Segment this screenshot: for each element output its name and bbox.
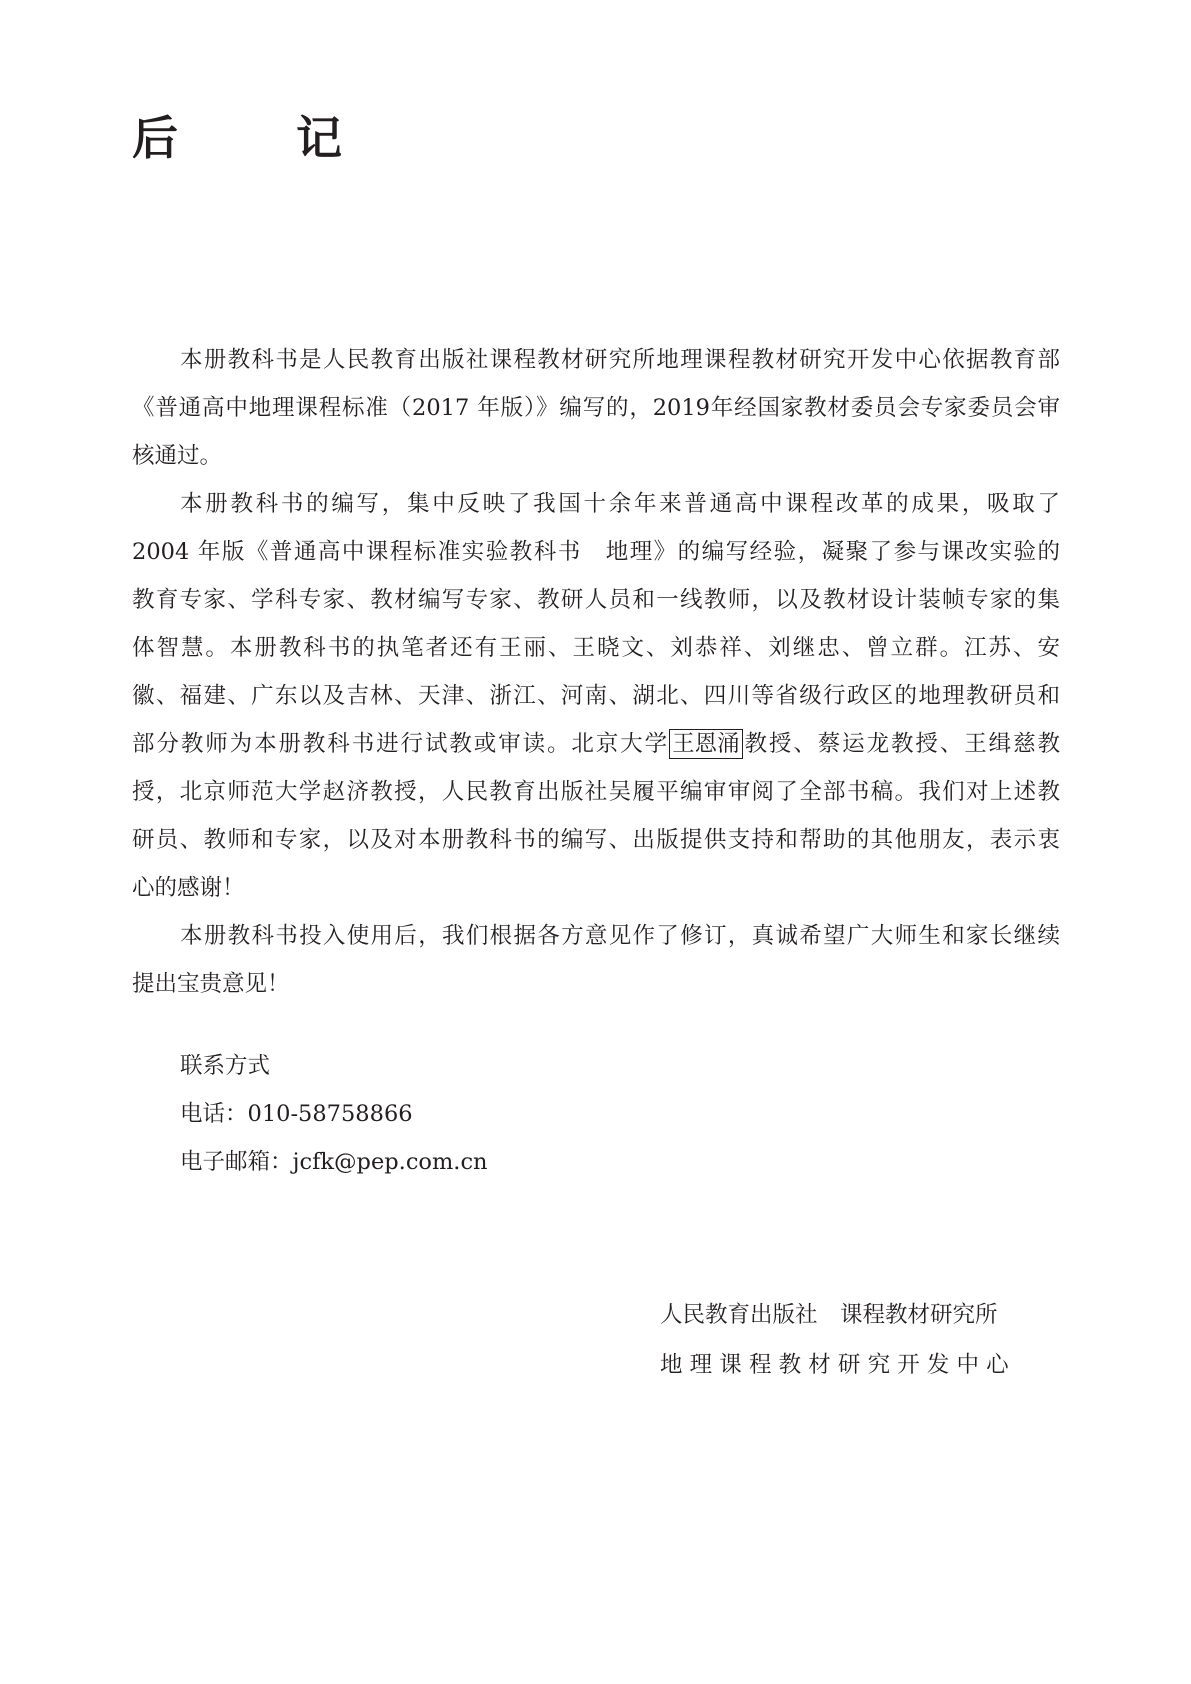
signature-line-1: 人民教育出版社 课程教材研究所 [660,1302,998,1328]
paragraph-1-line-1: 本册教科书是人民教育出版社课程教材研究所地理课程教材研究开发中心依据教育部 [180,347,1060,373]
paragraph-2-line-8: 研员、教师和专家，以及对本册教科书的编写、出版提供支持和帮助的其他朋友，表示衷 [132,827,1060,853]
contact-block [180,1042,488,1186]
paragraph-2-line-5: 徽、福建、广东以及吉林、天津、浙江、河南、湖北、四川等省级行政区的地理教研员和 [132,683,1060,709]
page-title: 后 记 [132,111,378,165]
paragraph-2-line-3: 教育专家、学科专家、教材编写专家、教研人员和一线教师，以及教材设计装帧专家的集 [132,587,1060,613]
contact-phone: 电话：010-58758866 [180,1101,413,1127]
contact-heading: 联系方式 [180,1053,271,1079]
paragraph-2-line-6 [132,720,1060,768]
boxed-name: 王恩涌 [669,729,743,759]
paragraph-2-line-7: 授，北京师范大学赵济教授，人民教育出版社吴履平编审审阅了全部书稿。我们对上述教 [132,779,1060,805]
paragraph-3-line-1: 本册教科书投入使用后，我们根据各方意见作了修订，真诚希望广大师生和家长继续 [180,923,1060,949]
paragraph-2-line-4: 体智慧。本册教科书的执笔者还有王丽、王晓文、刘恭祥、刘继忠、曾立群。江苏、安 [132,635,1060,661]
line-6-text-after: 教授、蔡运龙教授、王缉慈教 [742,731,1060,757]
paragraph-1-line-2: 《普通高中地理课程标准（2017 年版）》编写的，2019年经国家教材委员会专家委员会审 [132,395,1060,421]
paragraph-3-line-2: 提出宝贵意见！ [132,971,290,997]
line-6-text-before: 部分教师为本册教科书进行试教或审读。北京大学 [132,731,670,757]
paragraph-2-line-1: 本册教科书的编写，集中反映了我国十余年来普通高中课程改革的成果，吸取了 [180,491,1060,517]
paragraph-2-line-2: 2004 年版《普通高中课程标准实验教科书 地理》的编写经验，凝聚了参与课改实验的 [132,539,1060,565]
signature-line-2: 地 理 课 程 教 材 研 究 开 发 中 心 [660,1352,1009,1378]
paragraph-2-line-9: 心的感谢！ [132,875,245,901]
paragraph-1-line-3: 核通过。 [132,443,223,469]
signature-block [660,1290,1009,1390]
afterword-body [132,336,1060,1008]
contact-email: 电子邮箱：jcfk@pep.com.cn [180,1149,488,1175]
